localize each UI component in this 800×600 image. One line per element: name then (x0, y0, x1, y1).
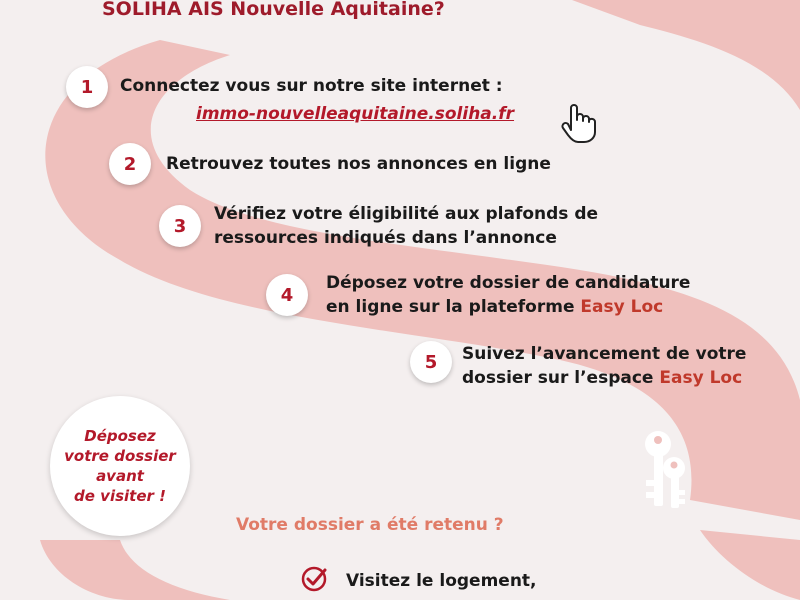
note-line: avant (96, 467, 144, 485)
easy-loc-highlight: Easy Loc (580, 297, 664, 317)
step-text: Retrouvez toutes nos annonces en ligne (166, 154, 551, 174)
step-number-badge: 2 (109, 143, 151, 185)
step-text (462, 342, 746, 390)
deposit-before-visit-note (50, 396, 190, 536)
step-number-badge: 3 (159, 205, 201, 247)
step-line: Déposez votre dossier de candidature (326, 273, 691, 293)
note-line: votre dossier (64, 447, 176, 465)
website-link[interactable]: immo-nouvelleaquitaine.soliha.fr (196, 104, 515, 124)
step-line: Connectez vous sur notre site internet : (120, 76, 503, 96)
step-line: ressources indiqués dans l’annonce (214, 228, 557, 248)
hand-pointer-icon (560, 100, 600, 148)
keys-icon (632, 428, 692, 518)
retained-heading: Votre dossier a été retenu ? (236, 515, 504, 535)
step-line: Vérifiez votre éligibilité aux plafonds de (214, 204, 599, 224)
page-title: SOLIHA AIS Nouvelle Aquitaine? (102, 0, 445, 20)
step-text (326, 271, 690, 319)
step-line: Suivez l’avancement de votre (462, 344, 747, 364)
check-item-text: Visitez le logement, (346, 571, 537, 591)
step-number-badge: 1 (66, 66, 108, 108)
check-circle-icon (300, 565, 328, 597)
note-line: de visiter ! (74, 487, 166, 505)
check-list-item (300, 565, 537, 597)
step-text (214, 202, 598, 250)
note-line: Déposez (84, 427, 156, 445)
easy-loc-highlight: Easy Loc (659, 368, 743, 388)
step-number-badge: 5 (410, 341, 452, 383)
step-number-badge: 4 (266, 274, 308, 316)
step-text (120, 74, 514, 126)
step-line: en ligne sur la plateforme Easy Loc (326, 297, 664, 317)
step-line: dossier sur l’espace Easy Loc (462, 368, 743, 388)
